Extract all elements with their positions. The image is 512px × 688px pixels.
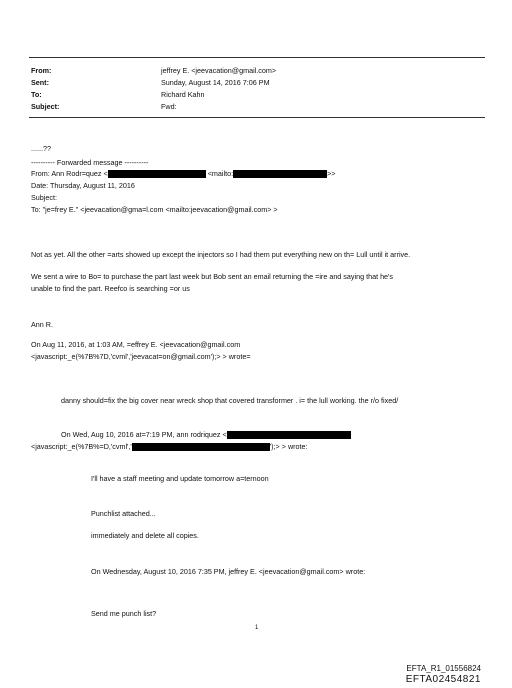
opening-text: ......?? <box>31 144 51 153</box>
header-top-rule <box>29 57 485 58</box>
fwd-from-mailto: <mailto: <box>207 169 234 178</box>
paragraph-wire-line2: unable to find the part. Reefco is searching =or us <box>31 284 190 293</box>
signature: Ann R. <box>31 320 53 329</box>
page-number: 1 <box>255 625 259 631</box>
paragraph-injectors: Not as yet. All the other =arts showed up except the injectors so I had them put everything new on th= Lull until it arrive. <box>31 250 411 259</box>
quote-header-1b: <javascript:_e(%7B%7D,'cvml','jeevacat=on@gmail.com');> > wrote= <box>31 352 251 361</box>
sent-label: Sent: <box>31 78 49 87</box>
forward-marker: ---------- Forwarded message ---------- <box>31 158 149 167</box>
quote2b-suffix: ');> > wrote: <box>269 442 308 451</box>
quote-header-3: On Wednesday, August 10, 2016 7:35 PM, jeffrey E. <jeevacation@gmail.com> wrote: <box>91 567 366 576</box>
quote2b-prefix: <javascript:_e(%7B%=D,'cvml',' <box>31 442 132 451</box>
send-punch-list-text: Send me punch list? <box>91 609 157 618</box>
redaction-bar <box>233 170 327 178</box>
staff-meeting-text: I'll have a staff meeting and update tomorrow a=ternoon <box>91 474 269 483</box>
redaction-bar <box>132 443 270 451</box>
fwd-subject: Subject: <box>31 193 57 202</box>
to-value: Richard Kahn <box>161 90 205 99</box>
quote-header-2b <box>31 442 308 451</box>
from-value: jeffrey E. <jeevacation@gmail.com> <box>161 66 277 75</box>
sent-value: Sunday, August 14, 2016 7:06 PM <box>161 78 270 87</box>
to-label: To: <box>31 90 42 99</box>
fwd-from-prefix: From: Ann Rodr=quez < <box>31 169 108 178</box>
quote2a-prefix: On Wed, Aug 10, 2016 at=7:19 PM, ann rodriquez < <box>61 430 227 439</box>
subject-label: Subject: <box>31 102 60 111</box>
redaction-bar <box>108 170 206 178</box>
footer-id-r1: EFTA_R1_01556824 <box>406 664 481 673</box>
quote-header-1a: On Aug 11, 2016, at 1:03 AM, =effrey E. <jeevacation@gmail.com <box>31 340 241 349</box>
redaction-bar <box>227 431 351 439</box>
fwd-from-suffix: >> <box>327 169 336 178</box>
delete-copies-text: immediately and delete all copies. <box>91 531 199 540</box>
quote-header-2a <box>61 430 351 439</box>
footer-id-efta: EFTA02454821 <box>405 674 481 685</box>
paragraph-wire-line1: We sent a wire to Bo= to purchase the part last week but Bob sent an email returning the =ire and saying that he's <box>31 272 394 281</box>
punchlist-text: Punchlist attached... <box>91 509 156 518</box>
fwd-from-line <box>31 169 336 178</box>
subject-value: Fwd: <box>161 102 177 111</box>
header-bottom-rule <box>29 117 485 118</box>
fwd-to: To: "je=frey E." <jeevacation@gma=l.com <mailto:jeevacation@gmail.com> > <box>31 205 278 214</box>
from-label: From: <box>31 66 52 75</box>
fwd-date: Date: Thursday, August 11, 2016 <box>31 181 135 190</box>
danny-message: danny should=fix the big cover near wreck shop that covered transformer . i= the lull working. the r/o fixed/ <box>61 396 399 405</box>
